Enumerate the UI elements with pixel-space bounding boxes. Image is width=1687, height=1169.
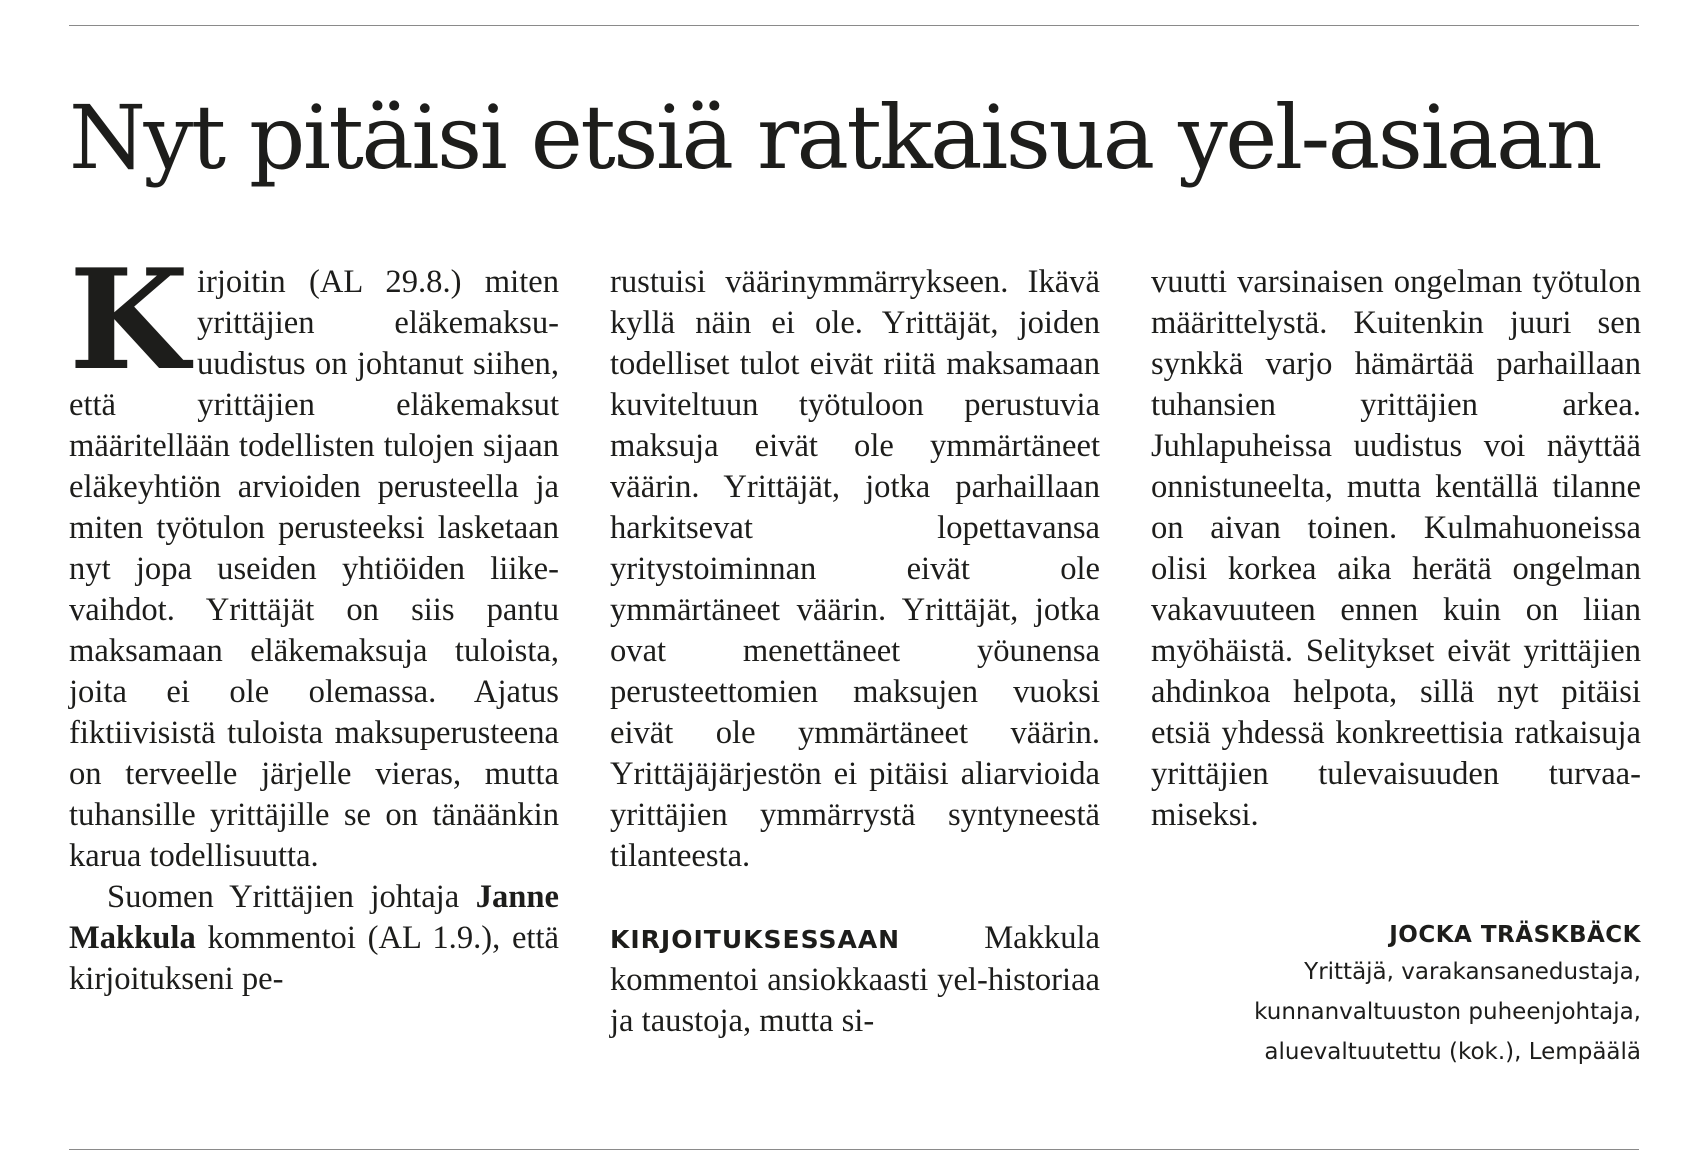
headline: Nyt pitäisi etsiä ratkaisua yel-asiaan	[69, 86, 1601, 189]
paragraph-3-continuation: vuutti varsinaisen ongelman työtulon määrittelystä. Kuitenkin juuri sen synkkä varjo hämärtää parhaillaan tuhansien yrittäjien arkea. Juhlapuheissa uudistus voi näyttää onnistuneelta, mutta kentällä tilanne on aivan toinen. Kulmahuoneissa olisi korkea aika herätä ongelman vakavuuteen ennen kuin on liian myöhäistä. Selitykset eivät yrittäjien ahdinkoa helpota, sillä nyt pitäisi etsiä yhdessä konkreettisia ratkaisuja yrittäjien tulevaisuuden turvaamiseksi.	[1151, 264, 1641, 833]
signature-title-line-3: aluevaltuutettu (kok.), Lempäälä	[1264, 1039, 1641, 1065]
paragraph-1	[69, 238, 559, 877]
paragraph-2-text-continued: kommentoi (AL 1.9.), että kirjoitukseni pe-	[69, 920, 559, 997]
drop-cap: K	[69, 238, 189, 401]
paragraph-2-text-start: Suomen Yrittäjien johtaja	[107, 879, 460, 915]
paragraph-2-start	[69, 877, 559, 1000]
top-rule	[69, 25, 1639, 26]
signature-title-line-2: kunnanvaltuuston puheenjohtaja,	[1254, 999, 1641, 1025]
column-2	[610, 262, 1100, 1042]
paragraph-3-lead-word: KIRJOITUKSESSAAN	[610, 925, 901, 954]
paragraph-2-continuation: rustuisi väärinymmärrykseen. Ikävä kyllä näin ei ole. Yrittäjät, joiden todelliset tulot eivät riitä maksamaan kuviteltuun työtuloon perustuvia maksuja eivät ole ymmärtäneet väärin. Yrittäjät, jotka parhaillaan harkitsevat lopettavansa yritystoiminnan eivät ole ymmärtäneet väärin. Yrittäjät, jotka ovat menettäneet yöunensa perusteettomien maksujen vuoksi eivät ole ymmärtäneet väärin. Yrittäjäjärjestön ei pitäisi aliarvioida yrittäjien ymmärrystä syntyneestä tilanteesta.	[610, 264, 1100, 874]
author-mention-name: Janne Makkula	[69, 879, 559, 956]
bottom-rule	[69, 1149, 1639, 1150]
column-3	[1151, 262, 1641, 836]
signature-title-line-1: Yrittäjä, varakansanedustaja,	[1304, 959, 1641, 985]
paragraph-gap	[610, 877, 1100, 918]
column-1	[69, 238, 559, 1000]
paragraph-3-start	[610, 918, 1100, 1042]
signature-block	[1151, 918, 1641, 1072]
paragraph-1-text: irjoitin (AL 29.8.) miten yrittäjien eläkemaksuuudistus on johtanut siihen, että yrittäjien eläkemaksut määritellään todellisten tulojen sijaan eläkeyhtiön arvioiden perusteella ja miten työtulon perusteeksi lasketaan nyt jopa useiden yhtiöiden liikevaihdot. Yrittäjät on siis pantu maksamaan eläkemaksuja tuloista, joita ei ole olemassa. Ajatus fiktiivisistä tuloista maksuperusteena on terveelle järjelle vieras, mutta tuhansille yrittäjille se on tänäänkin karua todellisuutta.	[69, 264, 559, 874]
signature-name: JOCKA TRÄSKBÄCK	[1389, 922, 1641, 948]
paragraph-3-text-start: Makkula kommentoi ansiokkaasti yel-historiaa ja taustoja, mutta si-	[610, 920, 1100, 1039]
